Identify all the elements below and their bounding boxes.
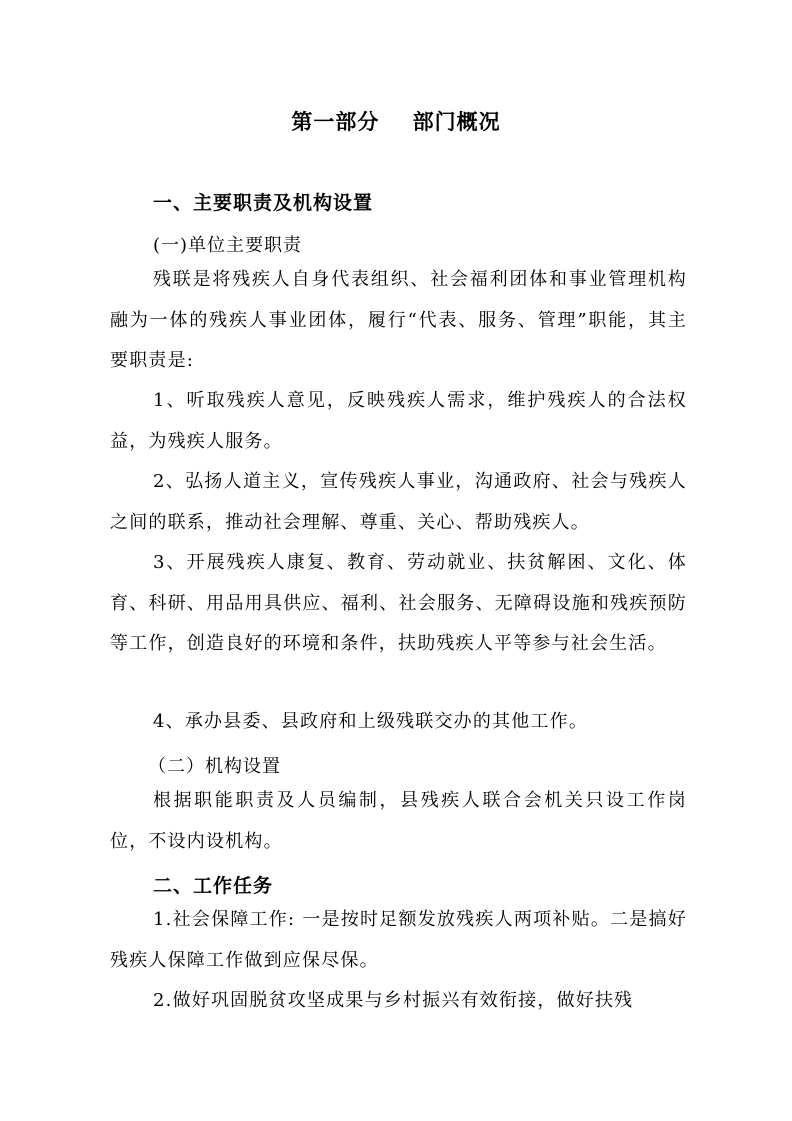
subheading-org-setup: （二）机构设置 xyxy=(148,756,281,777)
duty-item-1: 1、听取残疾人意见，反映残疾人需求，维护残疾人的合法权益，为残疾人服务。 xyxy=(110,390,687,452)
section-heading-tasks: 二、工作任务 xyxy=(153,875,274,897)
duty-item-3: 3、开展残疾人康复、教育、劳动就业、扶贫解困、文化、体育、科研、用品用具供应、福利、社会服务、无障碍设施和残疾预防等工作，创造良好的环境和条件，扶助残疾人平等参与社会生活。 xyxy=(110,552,687,655)
task-item-2: 2.做好巩固脱贫攻坚成果与乡村振兴有效衔接，做好扶残 xyxy=(153,990,634,1011)
subheading-main-duties: (一)单位主要职责 xyxy=(153,235,303,256)
intro-paragraph: 残联是将残疾人自身代表组织、社会福利团体和事业管理机构融为一体的残疾人事业团体，履行“代表、服务、管理”职能，其主要职责是: xyxy=(110,269,687,372)
page-title: 第一部分 部门概况 xyxy=(291,109,501,134)
section-heading-duties: 一、主要职责及机构设置 xyxy=(153,192,374,214)
duty-item-2: 2、弘扬人道主义，宣传残疾人事业，沟通政府、社会与残疾人之间的联系，推动社会理解、尊重、关心、帮助残疾人。 xyxy=(110,471,687,533)
org-setup-paragraph: 根据职能职责及人员编制，县残疾人联合会机关只设工作岗位，不设内设机构。 xyxy=(110,790,687,852)
task-item-1: 1.社会保障工作: 一是按时足额发放残疾人两项补贴。二是搞好残疾人保障工作做到应保尽保。 xyxy=(110,909,687,971)
duty-item-4: 4、承办县委、县政府和上级残联交办的其他工作。 xyxy=(153,711,589,732)
